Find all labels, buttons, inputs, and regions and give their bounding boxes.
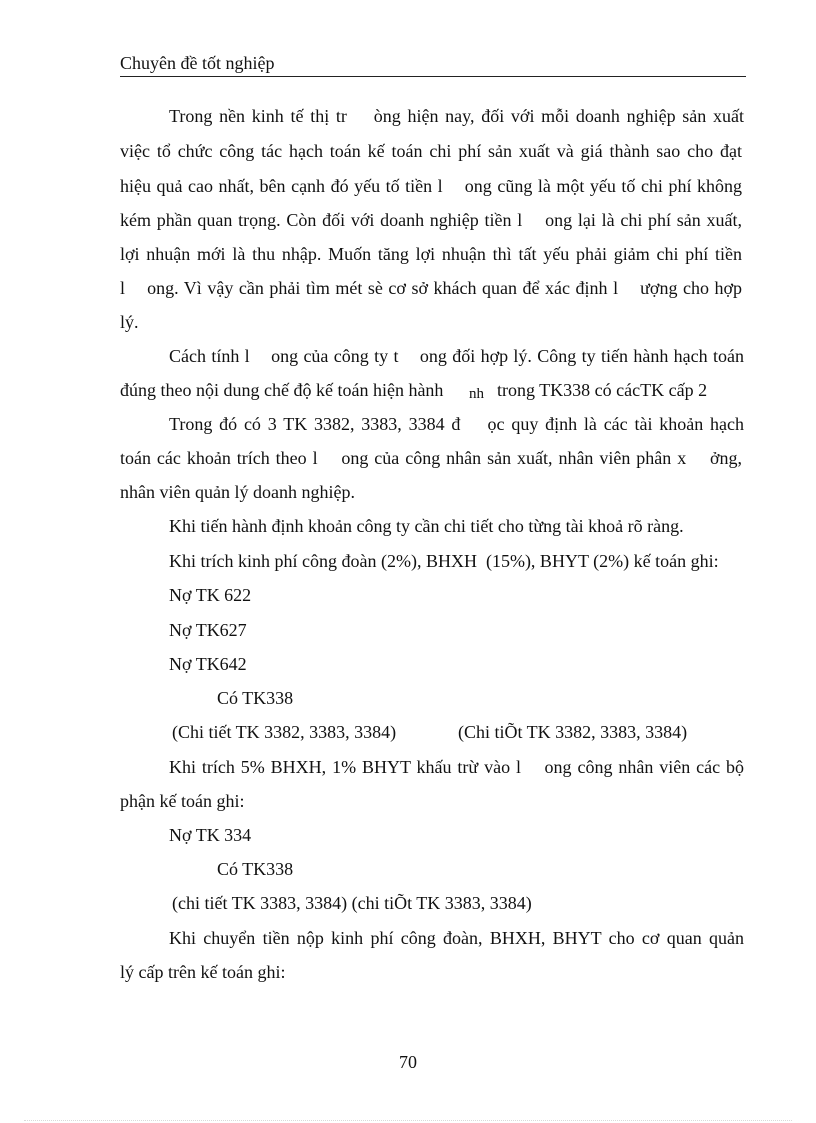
paragraph-6-line-2: phận kế toán ghi:	[120, 791, 245, 811]
entry-detail-b: (Chi tiÕt TK 3382, 3383, 3384)	[458, 722, 688, 742]
entry-debit-334: Nợ TK 334	[169, 825, 252, 845]
paragraph-7-line-2: lý cấp trên kế toán ghi:	[120, 962, 286, 982]
paragraph-1-line-4: kém phần quan trọng. Còn đối với doanh nghiệp tiền l ong lại là chi phí sản xuất,	[120, 210, 742, 230]
paragraph-1-line-1: Trong nền kinh tế thị tr òng hiện nay, đối với mỗi doanh nghiệp sản xuất	[169, 106, 744, 126]
paragraph-3-line-1: Trong đó có 3 TK 3382, 3383, 3384 đ ọc quy định là các tài khoản hạch	[169, 414, 744, 434]
entry-debit-627: Nợ TK627	[169, 620, 247, 640]
paragraph-2-line-1: Cách tính l ong của công ty t ong đối hợp lý. Công ty tiến hành hạch toán	[169, 346, 744, 366]
paragraph-6-line-1: Khi trích 5% BHXH, 1% BHYT khấu trừ vào l ong công nhân viên các bộ	[169, 757, 744, 777]
paragraph-2-line-2c: trong TK338 có cácTK cấp 2	[497, 380, 708, 400]
paragraph-2-line-2a: đúng theo nội dung chế độ kế toán hiện hành	[120, 380, 444, 400]
page-number: 70	[399, 1052, 417, 1072]
entry-credit-338-2: Có TK338	[217, 859, 294, 879]
paragraph-1-line-5: lợi nhuận mới là thu nhập. Muốn tăng lợi nhuận thì tất yếu phải giảm chi phí tiền	[120, 244, 742, 264]
paragraph-5: Khi trích kinh phí công đoàn (2%), BHXH (15%), BHYT (2%) kế toán ghi:	[169, 551, 719, 571]
page-bottom-divider	[24, 1120, 792, 1121]
paragraph-1-line-3: hiệu quả cao nhất, bên cạnh đó yếu tố tiền l ong cũng là một yếu tố chi phí không	[120, 176, 742, 196]
page-header: Chuyên đề tốt nghiệp	[120, 52, 746, 77]
paragraph-2-line-2b: nh	[469, 386, 484, 402]
paragraph-4: Khi tiến hành định khoản công ty cần chi tiết cho từng tài khoả rõ ràng.	[169, 516, 684, 536]
paragraph-1-line-7: lý.	[120, 312, 139, 332]
entry-detail-2: (chi tiết TK 3383, 3384) (chi tiÕt TK 3383, 3384)	[172, 893, 532, 913]
paragraph-1-line-6: l ong. Vì vậy cần phải tìm mét sè cơ sở khách quan để xác định l ượng cho hợp	[120, 278, 742, 298]
paragraph-3-line-2: toán các khoản trích theo l ong của công nhân sản xuất, nhân viên phân x ởng,	[120, 448, 742, 468]
entry-credit-338: Có TK338	[217, 688, 294, 708]
entry-debit-642: Nợ TK642	[169, 654, 247, 674]
paragraph-3-line-3: nhân viên quản lý doanh nghiệp.	[120, 482, 355, 502]
entry-debit-622: Nợ TK 622	[169, 585, 252, 605]
paragraph-1-line-2: việc tổ chức công tác hạch toán kế toán chi phí sản xuất và giá thành sao cho đạt	[120, 141, 742, 161]
paragraph-7-line-1: Khi chuyển tiền nộp kinh phí công đoàn, BHXH, BHYT cho cơ quan quản	[169, 928, 744, 948]
entry-detail-a: (Chi tiết TK 3382, 3383, 3384)	[172, 722, 397, 742]
